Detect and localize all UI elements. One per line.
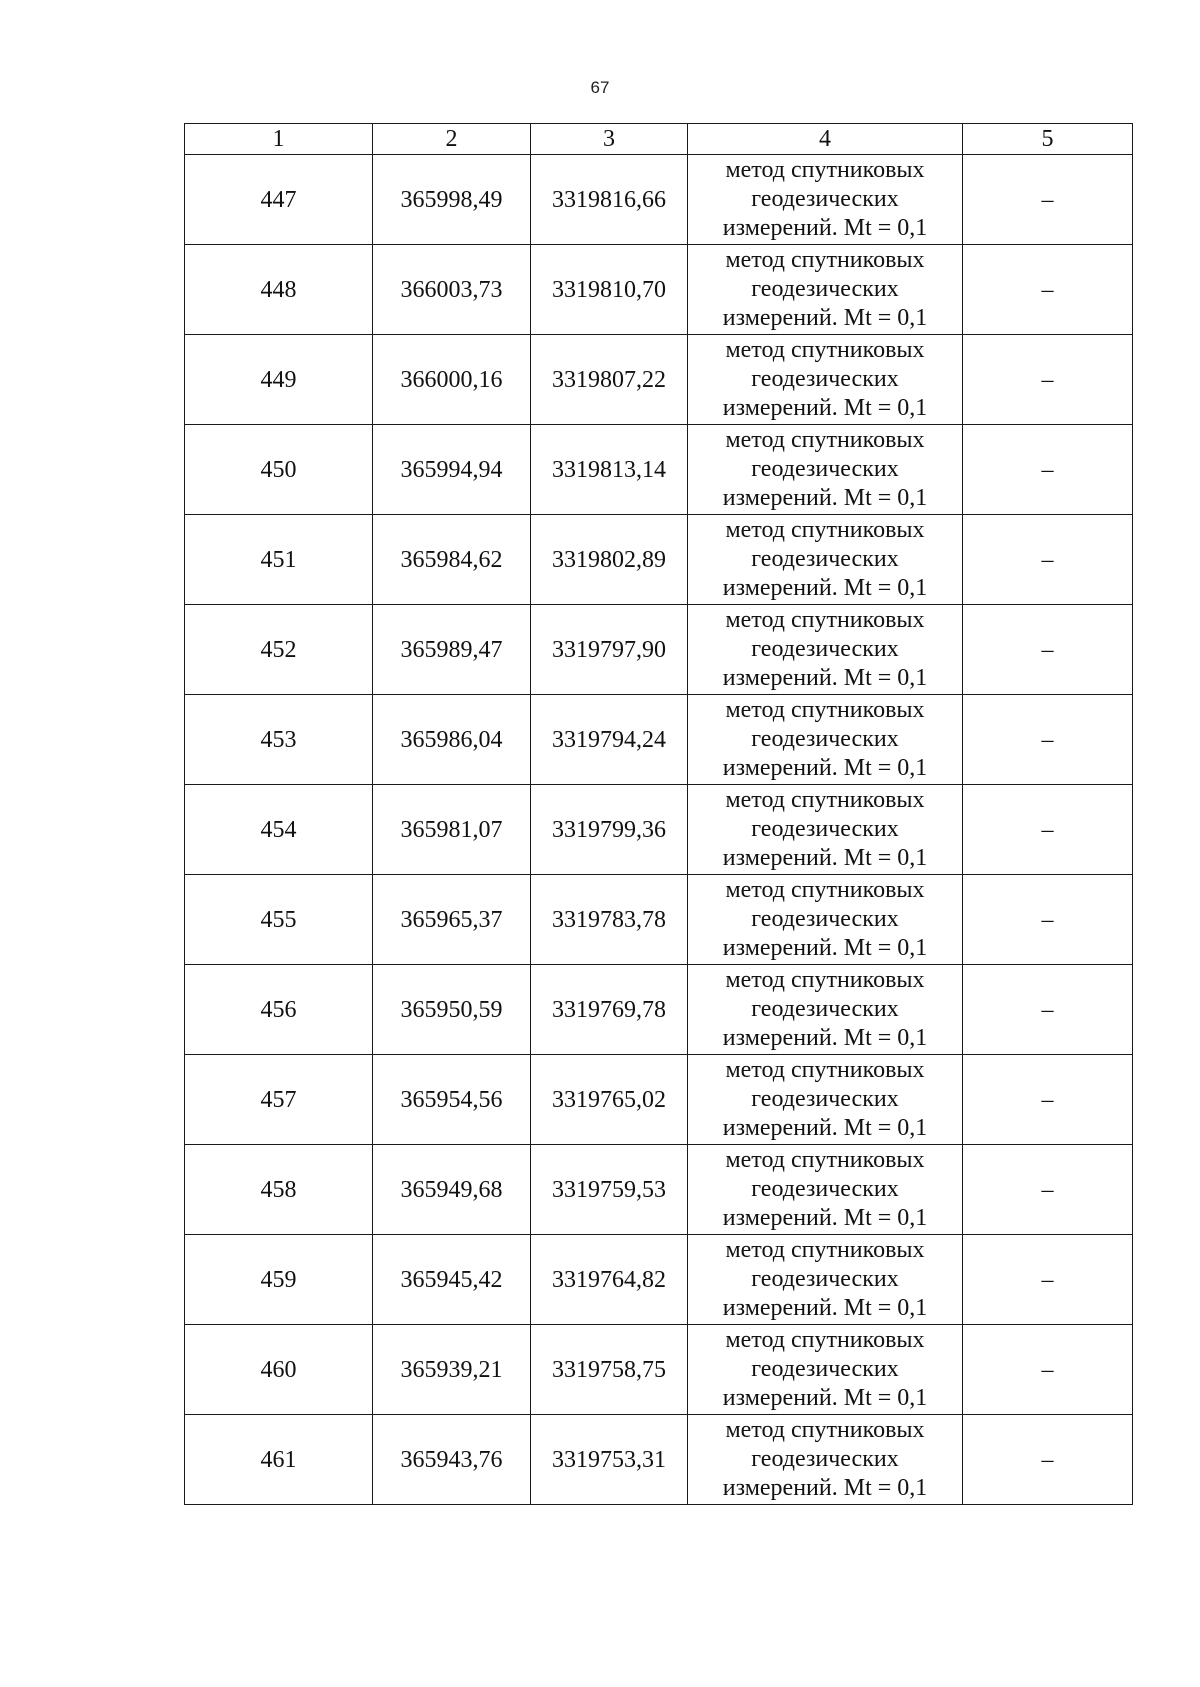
table-row (185, 1415, 1133, 1505)
x-coordinate-cell: 366003,73 (373, 245, 531, 335)
method-line: измерений. Mt = 0,1 (722, 1385, 928, 1411)
method-line: измерений. Mt = 0,1 (722, 665, 928, 691)
note-cell: – (963, 155, 1133, 245)
method-line: метод спутниковых (725, 427, 925, 453)
y-coordinate-cell: 3319799,36 (531, 785, 688, 875)
column-header-2: 2 (373, 124, 531, 155)
note-cell: – (963, 425, 1133, 515)
method-line: геодезических (751, 906, 899, 932)
point-number-cell: 458 (185, 1145, 373, 1235)
table-row (185, 875, 1133, 965)
point-number-cell: 460 (185, 1325, 373, 1415)
x-coordinate-cell: 365943,76 (373, 1415, 531, 1505)
table-row (185, 245, 1133, 335)
method-cell (688, 1415, 963, 1505)
y-coordinate-cell: 3319769,78 (531, 965, 688, 1055)
x-coordinate-cell: 365965,37 (373, 875, 531, 965)
method-line: геодезических (751, 1446, 899, 1472)
column-header-4: 4 (688, 124, 963, 155)
table-row (185, 425, 1133, 515)
y-coordinate-cell: 3319753,31 (531, 1415, 688, 1505)
coordinates-table (184, 123, 1133, 1505)
x-coordinate-cell: 365949,68 (373, 1145, 531, 1235)
method-line: метод спутниковых (725, 877, 925, 903)
note-cell: – (963, 1235, 1133, 1325)
y-coordinate-cell: 3319807,22 (531, 335, 688, 425)
method-line: измерений. Mt = 0,1 (722, 1115, 928, 1141)
y-coordinate-cell: 3319764,82 (531, 1235, 688, 1325)
y-coordinate-cell: 3319802,89 (531, 515, 688, 605)
method-line: измерений. Mt = 0,1 (722, 395, 928, 421)
method-line: метод спутниковых (725, 1057, 925, 1083)
method-line: геодезических (751, 996, 899, 1022)
method-line: измерений. Mt = 0,1 (722, 845, 928, 871)
column-header-5: 5 (963, 124, 1133, 155)
method-line: измерений. Mt = 0,1 (722, 1475, 928, 1501)
point-number-cell: 450 (185, 425, 373, 515)
method-cell (688, 695, 963, 785)
method-line: измерений. Mt = 0,1 (722, 1295, 928, 1321)
method-line: измерений. Mt = 0,1 (722, 755, 928, 781)
page-number: 67 (590, 78, 610, 97)
x-coordinate-cell: 365954,56 (373, 1055, 531, 1145)
method-line: геодезических (751, 276, 899, 302)
method-line: измерений. Mt = 0,1 (722, 1205, 928, 1231)
point-number-cell: 454 (185, 785, 373, 875)
method-line: измерений. Mt = 0,1 (722, 935, 928, 961)
method-cell (688, 1145, 963, 1235)
method-line: геодезических (751, 816, 899, 842)
method-cell (688, 875, 963, 965)
method-cell (688, 335, 963, 425)
column-header-1: 1 (185, 124, 373, 155)
note-cell: – (963, 245, 1133, 335)
method-cell (688, 245, 963, 335)
y-coordinate-cell: 3319797,90 (531, 605, 688, 695)
x-coordinate-cell: 365984,62 (373, 515, 531, 605)
table-row (185, 605, 1133, 695)
method-line: измерений. Mt = 0,1 (722, 215, 928, 241)
table-row (185, 515, 1133, 605)
method-line: метод спутниковых (725, 1147, 925, 1173)
x-coordinate-cell: 365950,59 (373, 965, 531, 1055)
method-cell (688, 515, 963, 605)
table-row (185, 1055, 1133, 1145)
y-coordinate-cell: 3319810,70 (531, 245, 688, 335)
note-cell: – (963, 965, 1133, 1055)
method-line: метод спутниковых (725, 157, 925, 183)
y-coordinate-cell: 3319816,66 (531, 155, 688, 245)
method-cell (688, 605, 963, 695)
x-coordinate-cell: 365998,49 (373, 155, 531, 245)
method-line: измерений. Mt = 0,1 (722, 485, 928, 511)
y-coordinate-cell: 3319765,02 (531, 1055, 688, 1145)
point-number-cell: 451 (185, 515, 373, 605)
x-coordinate-cell: 365986,04 (373, 695, 531, 785)
method-cell (688, 1235, 963, 1325)
method-line: метод спутниковых (725, 607, 925, 633)
table-row (185, 155, 1133, 245)
point-number-cell: 457 (185, 1055, 373, 1145)
point-number-cell: 459 (185, 1235, 373, 1325)
point-number-cell: 452 (185, 605, 373, 695)
method-line: геодезических (751, 1266, 899, 1292)
method-cell (688, 155, 963, 245)
method-line: измерений. Mt = 0,1 (722, 305, 928, 331)
table-row (185, 1235, 1133, 1325)
note-cell: – (963, 1415, 1133, 1505)
y-coordinate-cell: 3319758,75 (531, 1325, 688, 1415)
note-cell: – (963, 515, 1133, 605)
note-cell: – (963, 335, 1133, 425)
table-body (185, 155, 1133, 1505)
table-row (185, 335, 1133, 425)
method-line: метод спутниковых (725, 517, 925, 543)
x-coordinate-cell: 365989,47 (373, 605, 531, 695)
method-line: метод спутниковых (725, 1417, 925, 1443)
note-cell: – (963, 785, 1133, 875)
point-number-cell: 449 (185, 335, 373, 425)
column-header-3: 3 (531, 124, 688, 155)
method-cell (688, 965, 963, 1055)
method-line: метод спутниковых (725, 247, 925, 273)
table-row (185, 1325, 1133, 1415)
method-line: измерений. Mt = 0,1 (722, 1025, 928, 1051)
method-cell (688, 785, 963, 875)
x-coordinate-cell: 365945,42 (373, 1235, 531, 1325)
table-row (185, 695, 1133, 785)
method-line: метод спутниковых (725, 697, 925, 723)
method-line: метод спутниковых (725, 1237, 925, 1263)
method-cell (688, 1325, 963, 1415)
table-row (185, 1145, 1133, 1235)
point-number-cell: 455 (185, 875, 373, 965)
note-cell: – (963, 1145, 1133, 1235)
method-line: геодезических (751, 186, 899, 212)
method-line: геодезических (751, 636, 899, 662)
point-number-cell: 456 (185, 965, 373, 1055)
method-line: метод спутниковых (725, 787, 925, 813)
method-line: метод спутниковых (725, 1327, 925, 1353)
table-row (185, 965, 1133, 1055)
point-number-cell: 447 (185, 155, 373, 245)
note-cell: – (963, 605, 1133, 695)
point-number-cell: 453 (185, 695, 373, 785)
note-cell: – (963, 1055, 1133, 1145)
note-cell: – (963, 695, 1133, 785)
method-line: геодезических (751, 1176, 899, 1202)
y-coordinate-cell: 3319794,24 (531, 695, 688, 785)
y-coordinate-cell: 3319759,53 (531, 1145, 688, 1235)
method-line: геодезических (751, 456, 899, 482)
x-coordinate-cell: 366000,16 (373, 335, 531, 425)
method-cell (688, 425, 963, 515)
x-coordinate-cell: 365994,94 (373, 425, 531, 515)
method-line: метод спутниковых (725, 337, 925, 363)
table-row (185, 785, 1133, 875)
y-coordinate-cell: 3319813,14 (531, 425, 688, 515)
method-line: измерений. Mt = 0,1 (722, 575, 928, 601)
method-line: геодезических (751, 366, 899, 392)
method-line: геодезических (751, 726, 899, 752)
method-line: геодезических (751, 1086, 899, 1112)
method-line: геодезических (751, 546, 899, 572)
y-coordinate-cell: 3319783,78 (531, 875, 688, 965)
method-line: геодезических (751, 1356, 899, 1382)
note-cell: – (963, 875, 1133, 965)
x-coordinate-cell: 365981,07 (373, 785, 531, 875)
point-number-cell: 461 (185, 1415, 373, 1505)
note-cell: – (963, 1325, 1133, 1415)
x-coordinate-cell: 365939,21 (373, 1325, 531, 1415)
method-cell (688, 1055, 963, 1145)
point-number-cell: 448 (185, 245, 373, 335)
method-line: метод спутниковых (725, 967, 925, 993)
table-header-row (185, 124, 1133, 155)
